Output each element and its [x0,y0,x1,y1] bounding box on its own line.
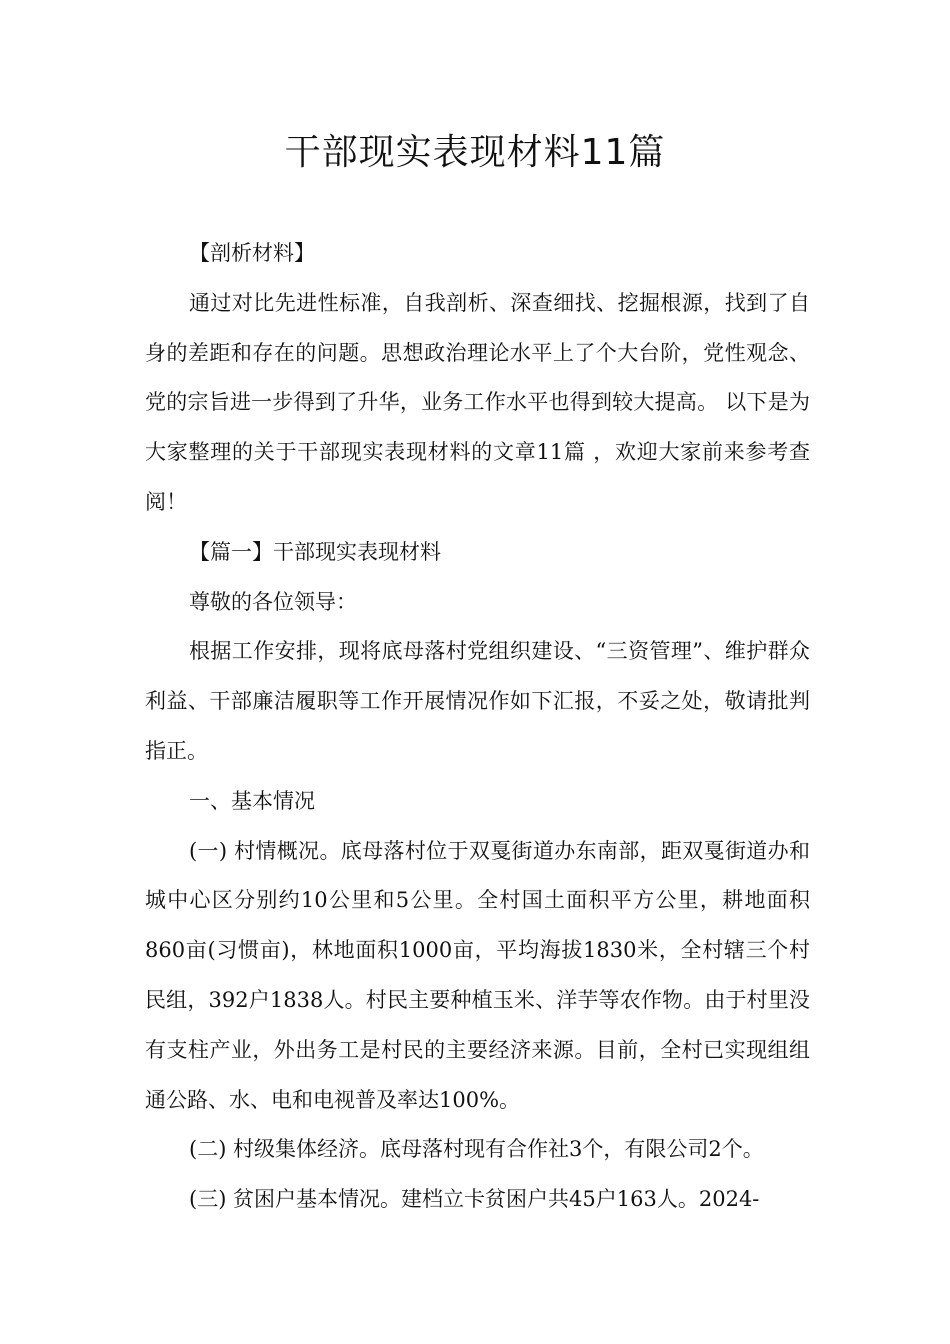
section-heading-basic-situation: 一、基本情况 [189,788,315,813]
chapter-heading: 【篇一】干部现实表现材料 [189,539,441,564]
salutation: 尊敬的各位领导： [189,589,357,614]
collective-economy-paragraph: (二) 村级集体经济。底母落村现有合作社3个，有限公司2个。 [189,1137,764,1162]
intro-paragraph: 通过对比先进性标准，自我剖析、深查细找、挖掘根源，找到了自身的差距和存在的问题。思想政治理论水平上了个大台阶，党性观念、党的宗旨进一步得到了升华，业务工作水平也得到较大提高。 以下是为大家整理的关于干部现实表现材料的文章11篇 ，欢迎大家前来参考查阅！ [145,290,810,514]
poor-households-paragraph: (三) 贫困户基本情况。建档立卡贫困户共45户163人。2024- [189,1187,760,1212]
section-heading-analysis: 【剖析材料】 [189,241,315,265]
village-overview-paragraph: (一) 村情概况。底母落村位于双戛街道办东南部，距双戛街道办和城中心区分别约10公里和5公里。全村国土面积平方公里，耕地面积860亩(习惯亩)，林地面积1000亩，平均海拔1830米，全村辖三个村民组，392户1838人。村民主要种植玉米、洋芋等农作物。由于村里没有支柱产业，外出务工是村民的主要经济来源。目前，全村已实现组组通公路、水、电和电视普及率达100%。 [145,838,810,1112]
document-body [145,229,810,1225]
document-title: 干部现实表现材料11篇 [284,132,666,173]
report-opening-paragraph: 根据工作安排，现将底母落村党组织建设、“三资管理”、维护群众利益、干部廉洁履职等工作开展情况作如下汇报，不妥之处，敬请批判指正。 [145,639,810,763]
